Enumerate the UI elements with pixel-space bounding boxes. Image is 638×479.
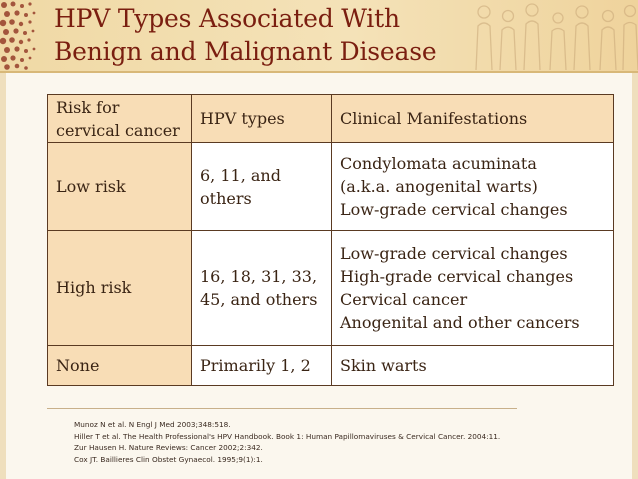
people-silhouettes-icon: [470, 0, 638, 71]
header-clinical-manifestations: Clinical Manifestations: [332, 95, 614, 143]
manifestation-line: Condylomata acuminata: [340, 154, 537, 174]
table-row: [48, 345, 614, 385]
risk-cell: High risk: [48, 230, 192, 345]
references-divider: [47, 408, 517, 409]
header-band: [0, 0, 638, 71]
table-row: [48, 230, 614, 345]
reference-line: Cox JT. Baillieres Clin Obstet Gynaecol. 1995;9(1):1.: [74, 454, 263, 464]
reference-line: Hiller T et al. The Health Professional's HPV Handbook. Book 1: Human Papillomaviruses & Cervical Cancer. 2004:11.: [74, 431, 501, 441]
hpv-types-cell: Primarily 1, 2: [192, 345, 332, 385]
manifestation-line: High-grade cervical changes: [340, 266, 574, 286]
hpv-types-line: others: [200, 188, 252, 208]
header-risk-line-2: cervical cancer: [56, 120, 180, 140]
hpv-types-cell: [192, 143, 332, 231]
title-line-1: HPV Types Associated With: [54, 4, 400, 33]
manifestation-line: Cervical cancer: [340, 289, 468, 309]
hpv-types-cell: [192, 230, 332, 345]
header-divider: [0, 71, 638, 73]
references: [74, 419, 614, 465]
risk-cell: None: [48, 345, 192, 385]
header-hpv-types: HPV types: [192, 95, 332, 143]
dots-pattern-icon: [0, 0, 40, 71]
manifestations-cell: [332, 143, 614, 231]
manifestations-cell: [332, 230, 614, 345]
right-side-bar: [632, 73, 638, 479]
table-row: [48, 143, 614, 231]
manifestation-line: Anogenital and other cancers: [340, 312, 580, 332]
manifestations-cell: Skin warts: [332, 345, 614, 385]
table-header-row: [48, 95, 614, 143]
title-line-2: Benign and Malignant Disease: [54, 37, 437, 66]
manifestation-line: (a.k.a. anogenital warts): [340, 177, 538, 197]
left-side-bar: [0, 73, 6, 479]
risk-cell: Low risk: [48, 143, 192, 231]
hpv-types-line: 45, and others: [200, 289, 318, 309]
reference-line: Zur Hausen H. Nature Reviews: Cancer 2002;2:342.: [74, 443, 263, 452]
manifestation-line: Low-grade cervical changes: [340, 243, 568, 263]
hpv-types-line: 16, 18, 31, 33,: [200, 266, 318, 286]
hpv-types-table: [47, 94, 614, 386]
hpv-types-line: 6, 11, and: [200, 165, 281, 185]
manifestation-line: Low-grade cervical changes: [340, 200, 568, 220]
slide-title: [54, 2, 436, 68]
header-risk: [48, 95, 192, 143]
header-risk-line-1: Risk for: [56, 97, 120, 117]
reference-line: Munoz N et al. N Engl J Med 2003;348:518.: [74, 420, 231, 429]
